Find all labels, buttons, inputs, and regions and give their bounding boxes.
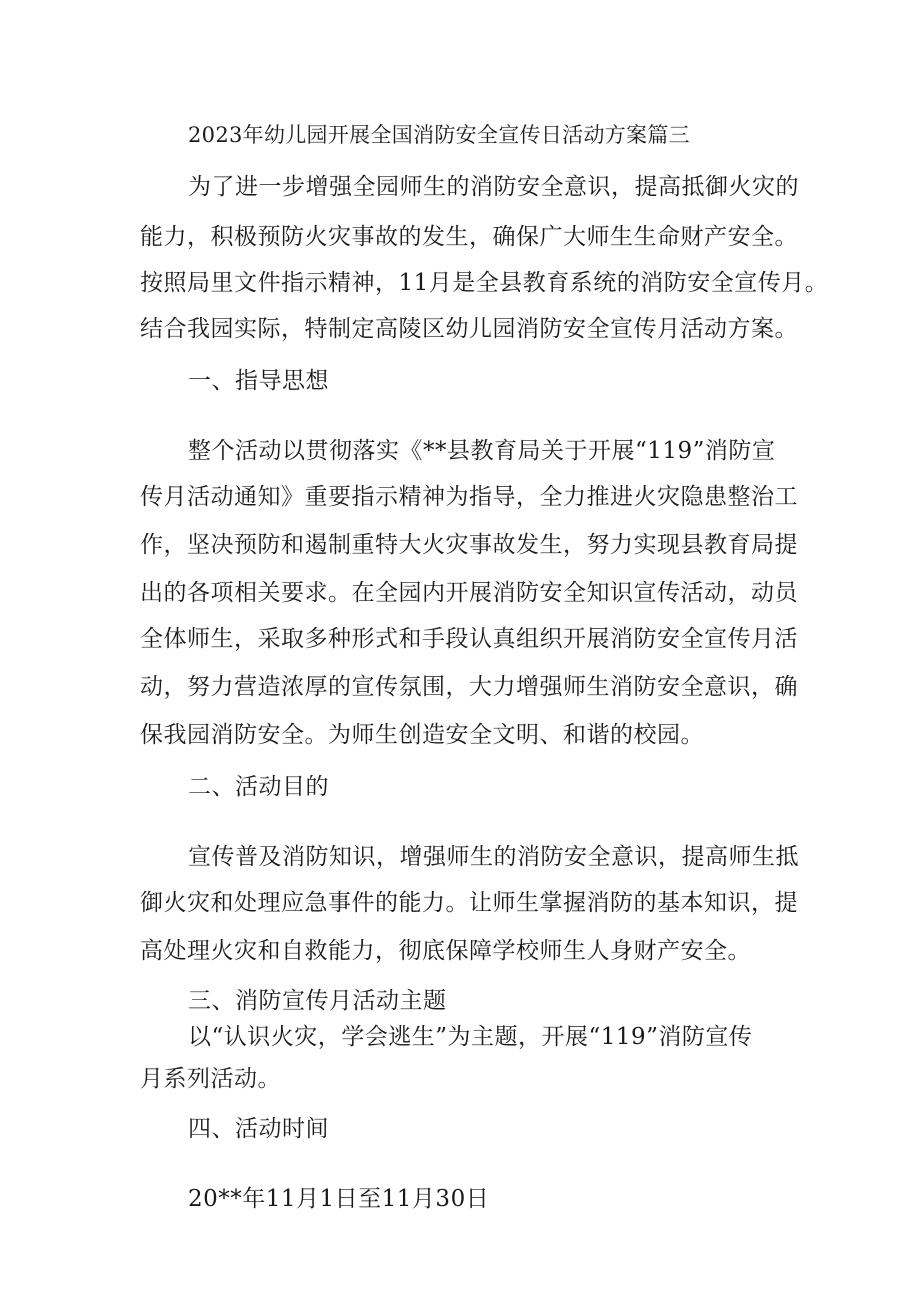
- paragraph-line: 以“认识火灾，学会逃生”为主题，开展“119”消防宣传: [188, 1024, 753, 1050]
- section-heading: 三、消防宣传月活动主题: [188, 988, 447, 1014]
- activity-date: 20**年11月1日至11月30日: [188, 1186, 490, 1212]
- paragraph-line: 传月活动通知》重要指示精神为指导，全力推进火灾隐患整治工: [140, 484, 798, 510]
- paragraph-line: 宣传普及消防知识，增强师生的消防安全意识，提高师生抵: [188, 844, 799, 870]
- section-heading: 四、活动时间: [188, 1116, 329, 1142]
- paragraph-line: 全体师生，采取多种形式和手段认真组织开展消防安全宣传月活: [140, 626, 798, 652]
- document-title: 2023年幼儿园开展全国消防安全宣传日活动方案篇三: [188, 123, 690, 147]
- paragraph-line: 作，坚决预防和遏制重特大火灾事故发生，努力实现县教育局提: [140, 532, 798, 558]
- intro-line: 按照局里文件指示精神，11月是全县教育系统的消防安全宣传月。: [140, 270, 829, 296]
- paragraph-line: 出的各项相关要求。在全园内开展消防安全知识宣传活动，动员: [140, 580, 798, 606]
- section-heading: 一、指导思想: [188, 368, 329, 394]
- paragraph-line: 御火灾和处理应急事件的能力。让师生掌握消防的基本知识，提: [140, 890, 798, 916]
- section-heading: 二、活动目的: [188, 774, 329, 800]
- intro-line: 结合我园实际，特制定高陵区幼儿园消防安全宣传月活动方案。: [140, 316, 798, 342]
- paragraph-line: 动，努力营造浓厚的宣传氛围，大力增强师生消防安全意识，确: [140, 674, 798, 700]
- paragraph-line: 整个活动以贯彻落实《**县教育局关于开展“119”消防宣: [188, 438, 776, 464]
- paragraph-line: 月系列活动。: [140, 1066, 281, 1092]
- paragraph-line: 保我园消防安全。为师生创造安全文明、和谐的校园。: [140, 722, 704, 748]
- paragraph-line: 高处理火灾和自救能力，彻底保障学校师生人身财产安全。: [140, 938, 751, 964]
- intro-line: 能力，积极预防火灾事故的发生，确保广大师生生命财产安全。: [140, 224, 798, 250]
- intro-line: 为了进一步增强全园师生的消防安全意识，提高抵御火灾的: [188, 174, 799, 200]
